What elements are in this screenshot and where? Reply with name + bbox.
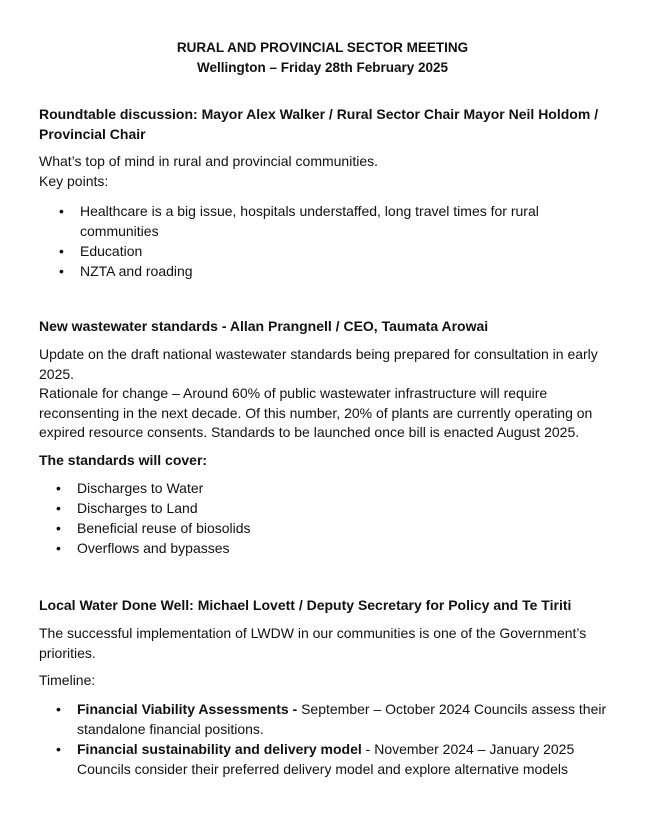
list-item — [59, 261, 580, 281]
section2-bullet-list — [56, 478, 577, 558]
section1-key-points-label: Key points: — [39, 173, 109, 189]
document-subtitle: Wellington – Friday 28th February 2025 — [196, 60, 449, 75]
section2-heading: New wastewater standards - Allan Prangnell / CEO, Taumata Arowai — [39, 318, 489, 334]
list-item — [56, 498, 577, 518]
list-item — [56, 478, 577, 498]
timeline-item-text: September – October 2024 Councils assess their standalone financial positions. — [77, 701, 607, 737]
list-item — [59, 241, 580, 261]
list-item — [56, 518, 577, 538]
section3-paragraph-1: The successful implementation of LWDW in our communities is one of the Government’s priorities. — [39, 625, 587, 661]
list-item-text: Healthcare is a big issue, hospitals understaffed, long travel times for rural communities — [80, 203, 539, 239]
section2-paragraph-2: Rationale for change – Around 60% of public wastewater infrastructure will require reconsenting in the next decade. Of this number, 20% of plants are currently operating on expired resource consents. Standards to be launched once bill is enacted August 2025. — [39, 385, 593, 440]
bullet-icon: • — [59, 263, 64, 279]
document-title: RURAL AND PROVINCIAL SECTOR MEETING — [176, 40, 469, 55]
section1-intro: What’s top of mind in rural and provincial communities. — [39, 153, 379, 169]
section1-heading: Roundtable discussion: Mayor Alex Walker / Rural Sector Chair Mayor Neil Holdom / Provincial Chair — [39, 106, 599, 142]
list-item-text: Education — [80, 243, 143, 259]
bullet-icon: • — [56, 701, 61, 717]
section3-timeline-label: Timeline: — [39, 672, 96, 688]
bullet-icon: • — [59, 203, 64, 219]
bullet-icon: • — [59, 243, 64, 259]
bullet-icon: • — [56, 480, 61, 496]
list-item — [56, 699, 607, 739]
list-item — [56, 739, 607, 779]
section2-paragraph-1: Update on the draft national wastewater standards being prepared for consultation in early 2025. — [39, 346, 598, 382]
list-item — [59, 201, 580, 241]
timeline-item-title: Financial Viability Assessments - — [77, 701, 302, 717]
list-item — [56, 538, 577, 558]
bullet-icon: • — [56, 520, 61, 536]
section3-heading: Local Water Done Well: Michael Lovett / Deputy Secretary for Policy and Te Tiriti — [39, 597, 572, 613]
timeline-item-text: - November 2024 – January 2025 Councils consider their preferred delivery model and explore alternative models — [77, 741, 575, 777]
bullet-icon: • — [56, 540, 61, 556]
list-item-text: Overflows and bypasses — [77, 540, 230, 556]
bullet-icon: • — [56, 741, 61, 757]
list-item-text: Beneficial reuse of biosolids — [77, 520, 251, 536]
section3-timeline-list — [56, 699, 607, 779]
bullet-icon: • — [56, 500, 61, 516]
list-item-text: Discharges to Water — [77, 480, 204, 496]
timeline-item-title: Financial sustainability and delivery model — [77, 741, 362, 757]
section1-bullet-list — [59, 201, 580, 281]
section2-standards-heading: The standards will cover: — [39, 452, 208, 468]
list-item-text: Discharges to Land — [77, 500, 198, 516]
list-item-text: NZTA and roading — [80, 263, 193, 279]
